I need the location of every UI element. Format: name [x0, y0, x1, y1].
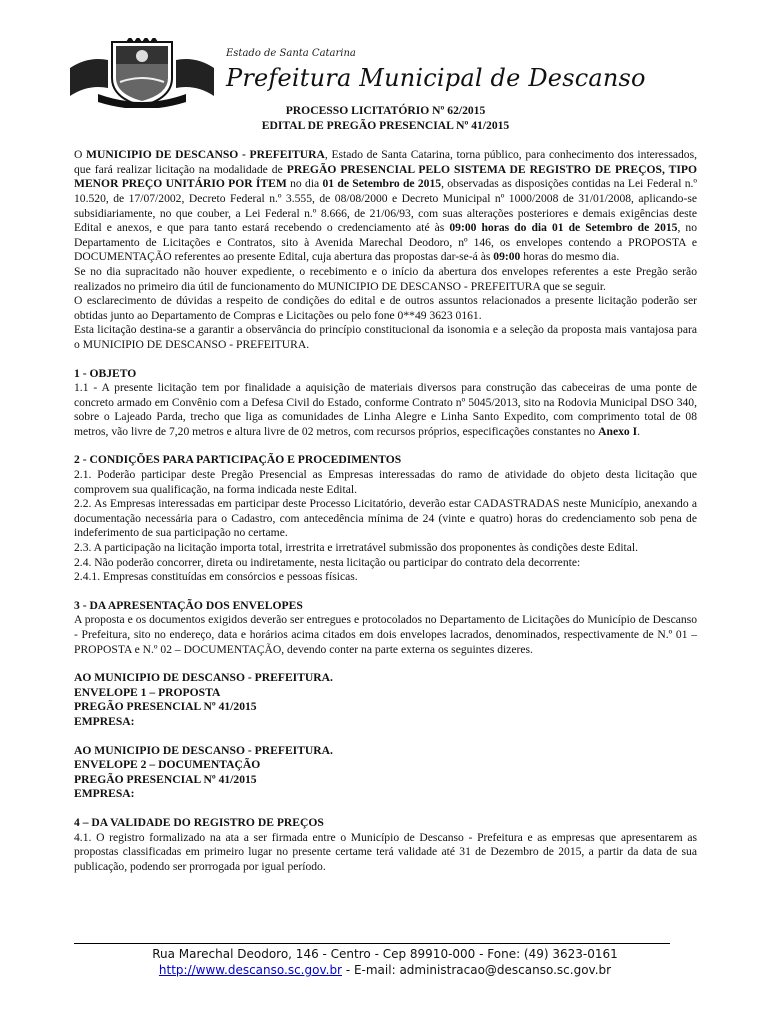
title-line-1: PROCESSO LICITATÓRIO Nº 62/2015	[285, 104, 486, 117]
section-2-heading: 2 - CONDIÇÕES PARA PARTICIPAÇÃO E PROCEDIMENTOS	[74, 453, 402, 467]
prefeitura-name: Prefeitura Municipal de Descanso	[226, 64, 646, 92]
section-2-paragraph-4: 2.4. Não poderão concorrer, direta ou indiretamente, nesta licitação ou participar do contrato dela decorrente:	[74, 555, 581, 569]
intro-paragraph-3: O esclarecimento de dúvidas a respeito de condições do edital e de outros assuntos relacionados a presente licitação poderão ser obtidas junto ao Departamento de Compras e Licitações ou pelo fone 0**49 3623 0161.	[74, 294, 697, 322]
municipal-crest-icon	[68, 38, 216, 108]
section-2-paragraph-3: 2.3. A participação na licitação importa total, irrestrita e irretratável submissão dos proponentes às condições deste Edital.	[74, 541, 639, 555]
document-body	[74, 104, 697, 874]
section-4-paragraph: 4.1. O registro formalizado na ata a ser firmada entre o Município de Descanso - Prefeitura e as empresas que apresentarem as propostas classificadas em primeiro lugar no presente certame terá validade até 31 de Dezembro de 2015, a partir da data de sua publicação, podendo ser prorrogada por igual período.	[74, 830, 697, 873]
footer-divider	[74, 943, 670, 944]
title-line-2: EDITAL DE PREGÃO PRESENCIAL Nº 41/2015	[261, 118, 510, 132]
intro-paragraph-4: Esta licitação destina-se a garantir a observância do princípio constitucional da isonomia e a seleção da proposta mais vantajosa para o MUNICIPIO DE DESCANSO - PREFEITURA.	[74, 323, 697, 351]
envelope-1-line-2: ENVELOPE 1 – PROPOSTA	[74, 685, 221, 699]
section-3-paragraph: A proposta e os documentos exigidos deverão ser entregues e protocolados no Departamento de Licitações do Município de Descanso - Prefeitura, sito no endereço, data e horários acima citados em dois envelopes lacrados, denominados, respectivamente de N.º 01 – PROPOSTA e N.º 02 – DOCUMENTAÇÃO, devendo conter na parte externa os seguintes dizeres.	[74, 613, 697, 656]
section-3-heading: 3 - DA APRESENTAÇÃO DOS ENVELOPES	[74, 598, 303, 612]
section-2-paragraph-1: 2.1. Poderão participar deste Pregão Presencial as Empresas interessadas do ramo de atividade do objeto desta licitação que comprovem sua qualificação, na forma indicada neste Edital.	[74, 468, 697, 496]
envelope-2-line-2: ENVELOPE 2 – DOCUMENTAÇÃO	[74, 758, 261, 772]
section-1-heading: 1 - OBJETO	[74, 366, 137, 380]
envelope-1-line-4: EMPRESA:	[74, 714, 135, 728]
envelope-1-line-1: AO MUNICIPIO DE DESCANSO - PREFEITURA.	[74, 671, 333, 685]
section-4-heading: 4 – DA VALIDADE DO REGISTRO DE PREÇOS	[74, 815, 324, 829]
section-2-paragraph-5: 2.4.1. Empresas constituídas em consórcios e pessoas físicas.	[74, 570, 358, 584]
envelope-2-line-3: PREGÃO PRESENCIAL Nº 41/2015	[74, 772, 257, 786]
footer-email: - E-mail: administracao@descanso.sc.gov.br	[342, 963, 612, 977]
letterhead	[66, 38, 706, 110]
intro-paragraph-2: Se no dia supracitado não houver expediente, o recebimento e o início da abertura dos envelopes referentes a este Pregão serão realizados no primeiro dia útil de funcionamento do MUNICIPIO DE DESCANSO - PREFEITURA que se seguir.	[74, 264, 697, 293]
envelope-1-line-3: PREGÃO PRESENCIAL Nº 41/2015	[74, 700, 257, 714]
envelope-2-line-1: AO MUNICIPIO DE DESCANSO - PREFEITURA.	[74, 743, 333, 757]
section-2-paragraph-2: 2.2. As Empresas interessadas em participar deste Processo Licitatório, deverão estar CADASTRADAS neste Município, anexando a documentação necessária para o Cadastro, com antecedência mínima de 24 (vinte e quatro) horas do credenciamento sob pena de indeferimento de sua participação no certame.	[74, 497, 697, 540]
website-link[interactable]: http://www.descanso.sc.gov.br	[158, 963, 342, 977]
envelope-2-line-4: EMPRESA:	[74, 787, 135, 801]
section-1-paragraph: 1.1 - A presente licitação tem por finalidade a aquisição de materiais diversos para construção das cabeceiras de uma ponte de concreto armado em Convênio com a Defesa Civil do Estado, conforme Contrato nº 5045/2013, sito na Rodovia Municipal DSO 340, sobre o Lajeado Parda, trecho que liga as comunidades de Linha Alegre e Linha Santo Expedito, com comprimento total de 08 metros, vão livre de 7,20 metros e altura livre de 02 metros, com recursos próprios, especificações constantes no Anexo I.	[74, 381, 697, 438]
footer-address: Rua Marechal Deodoro, 146 - Centro - Cep 89910-000 - Fone: (49) 3623-0161	[152, 947, 618, 961]
intro-paragraph-1: O MUNICIPIO DE DESCANSO - PREFEITURA, Estado de Santa Catarina, torna público, para conhecimento dos interessados, que fará realizar licitação na modalidade de PREGÃO PRESENCIAL PELO SISTEMA DE REGISTRO DE PREÇOS, TIPO MENOR PREÇO UNITÁRIO POR ÍTEM no dia 01 de Setembro de 2015, observadas as disposições contidas na Lei Federal n.º 10.520, de 17/07/2002, Decreto Federal n.º 3.555, de 08/08/2000 e Decreto Municipal nº 1000/2008 de 31/01/2008, aplicando-se subsidiariamente, no que couber, a Lei Federal n.º 8.666, de 21/06/93, com suas alterações posteriores e demais exigências deste Edital e anexos, e que para tanto estará recebendo o credenciamento até às 09:00 horas do dia 01 de Setembro de 2015, no Departamento de Licitações e Contratos, sito à Avenida Marechal Deodoro, nº 146, os envelopes contendo a PROPOSTA e DOCUMENTAÇÃO referentes ao presente Edital, cuja abertura das propostas dar-se-á às 09:00 horas do mesmo dia.	[74, 148, 698, 264]
state-name: Estado de Santa Catarina	[226, 48, 356, 59]
footer-contact	[0, 963, 770, 977]
